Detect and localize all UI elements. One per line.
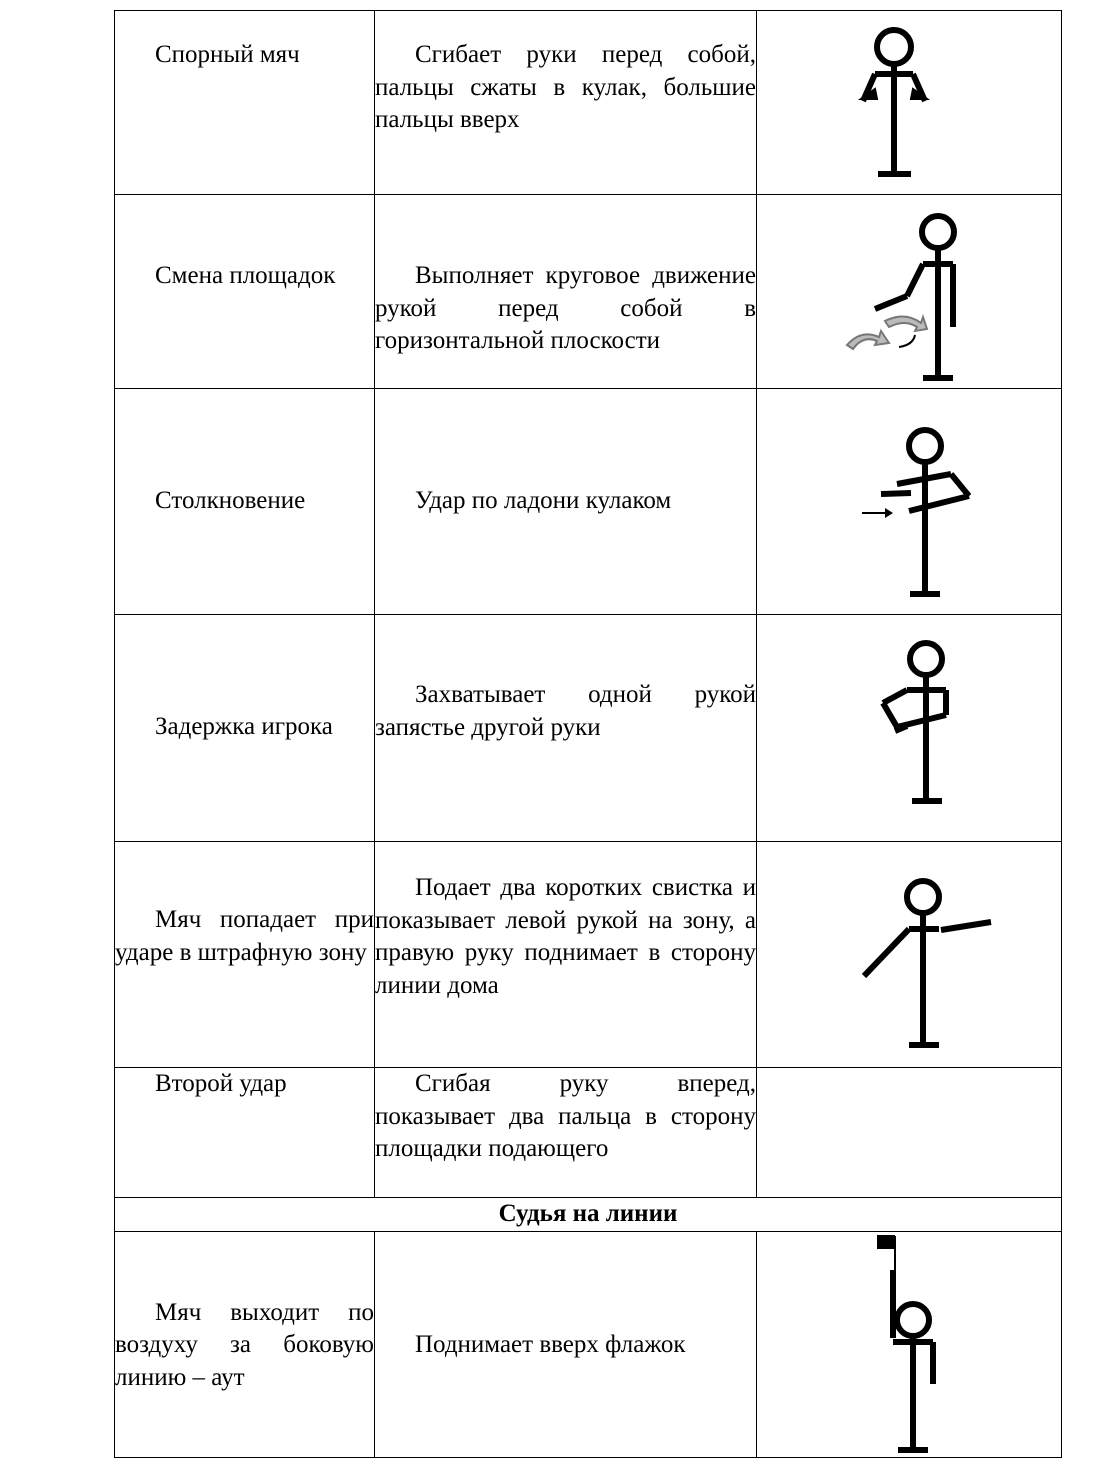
signal-name: Мяч попадает при ударе в штрафную зону — [115, 906, 374, 966]
signal-description: Подает два коротких свистка и показывает левой рукой на зону, а правую руку поднимает в сторону линии дома — [375, 874, 756, 999]
signal-name: Мяч выходит по воздуху за боковую линию – аут — [115, 1298, 374, 1391]
signal-name-cell — [115, 11, 375, 195]
signal-name-cell — [115, 1068, 375, 1198]
signal-description-cell — [375, 615, 757, 842]
signal-description-cell — [375, 11, 757, 195]
signal-description-cell — [375, 842, 757, 1068]
signal-picture-cell — [757, 389, 1062, 615]
signal-picture-cell — [757, 1068, 1062, 1198]
signal-description-cell — [375, 1068, 757, 1198]
stick-figure-fist-palm-icon — [757, 389, 1062, 614]
section-header-row — [115, 1198, 1062, 1232]
signal-description: Сгибает руки перед собой, пальцы сжаты в кулак, большие пальцы вверх — [375, 41, 756, 133]
signal-name-cell — [115, 615, 375, 842]
signal-name: Столкновение — [155, 487, 306, 514]
stick-figure-fists-icon — [757, 11, 1062, 194]
stick-figure-raised-flag-icon — [757, 1232, 1062, 1457]
signal-description: Захватывает одной рукой запястье другой руки — [375, 681, 756, 741]
signal-picture-cell — [757, 842, 1062, 1068]
signal-picture-cell — [757, 11, 1062, 195]
table-row — [115, 195, 1062, 389]
signal-name: Спорный мяч — [155, 41, 300, 68]
signal-name: Второй удар — [155, 1070, 287, 1097]
table-row — [115, 1068, 1062, 1198]
signal-description: Выполняет круговое движение рукой перед собой в горизонтальной плоскости — [375, 262, 756, 354]
referee-signals-table — [114, 10, 1062, 1458]
stick-figure-arms-out-icon — [757, 842, 1062, 1067]
table-row — [115, 615, 1062, 842]
signal-name: Смена площадок — [155, 262, 336, 289]
table-row — [115, 842, 1062, 1068]
table-row — [115, 1231, 1062, 1457]
signal-description-cell — [375, 1231, 757, 1457]
signal-description-cell — [375, 389, 757, 615]
section-title: Судья на линии — [115, 1198, 1062, 1232]
stick-figure-wrist-grab-icon — [757, 615, 1062, 841]
signal-description: Сгибая руку вперед, показывает два пальца в сторону площадки подающего — [375, 1070, 756, 1162]
signal-picture-cell — [757, 1231, 1062, 1457]
signal-name-cell — [115, 1231, 375, 1457]
signal-description: Удар по ладони кулаком — [415, 487, 672, 514]
signal-name-cell — [115, 389, 375, 615]
stick-figure-circular-motion-icon — [757, 195, 1062, 388]
table-row — [115, 11, 1062, 195]
signal-picture-cell — [757, 195, 1062, 389]
signal-name-cell — [115, 842, 375, 1068]
signal-description: Поднимает вверх флажок — [415, 1330, 686, 1358]
signal-name: Задержка игрока — [155, 713, 333, 740]
signal-name-cell — [115, 195, 375, 389]
signal-picture-cell — [757, 615, 1062, 842]
table-row — [115, 389, 1062, 615]
signal-description-cell — [375, 195, 757, 389]
